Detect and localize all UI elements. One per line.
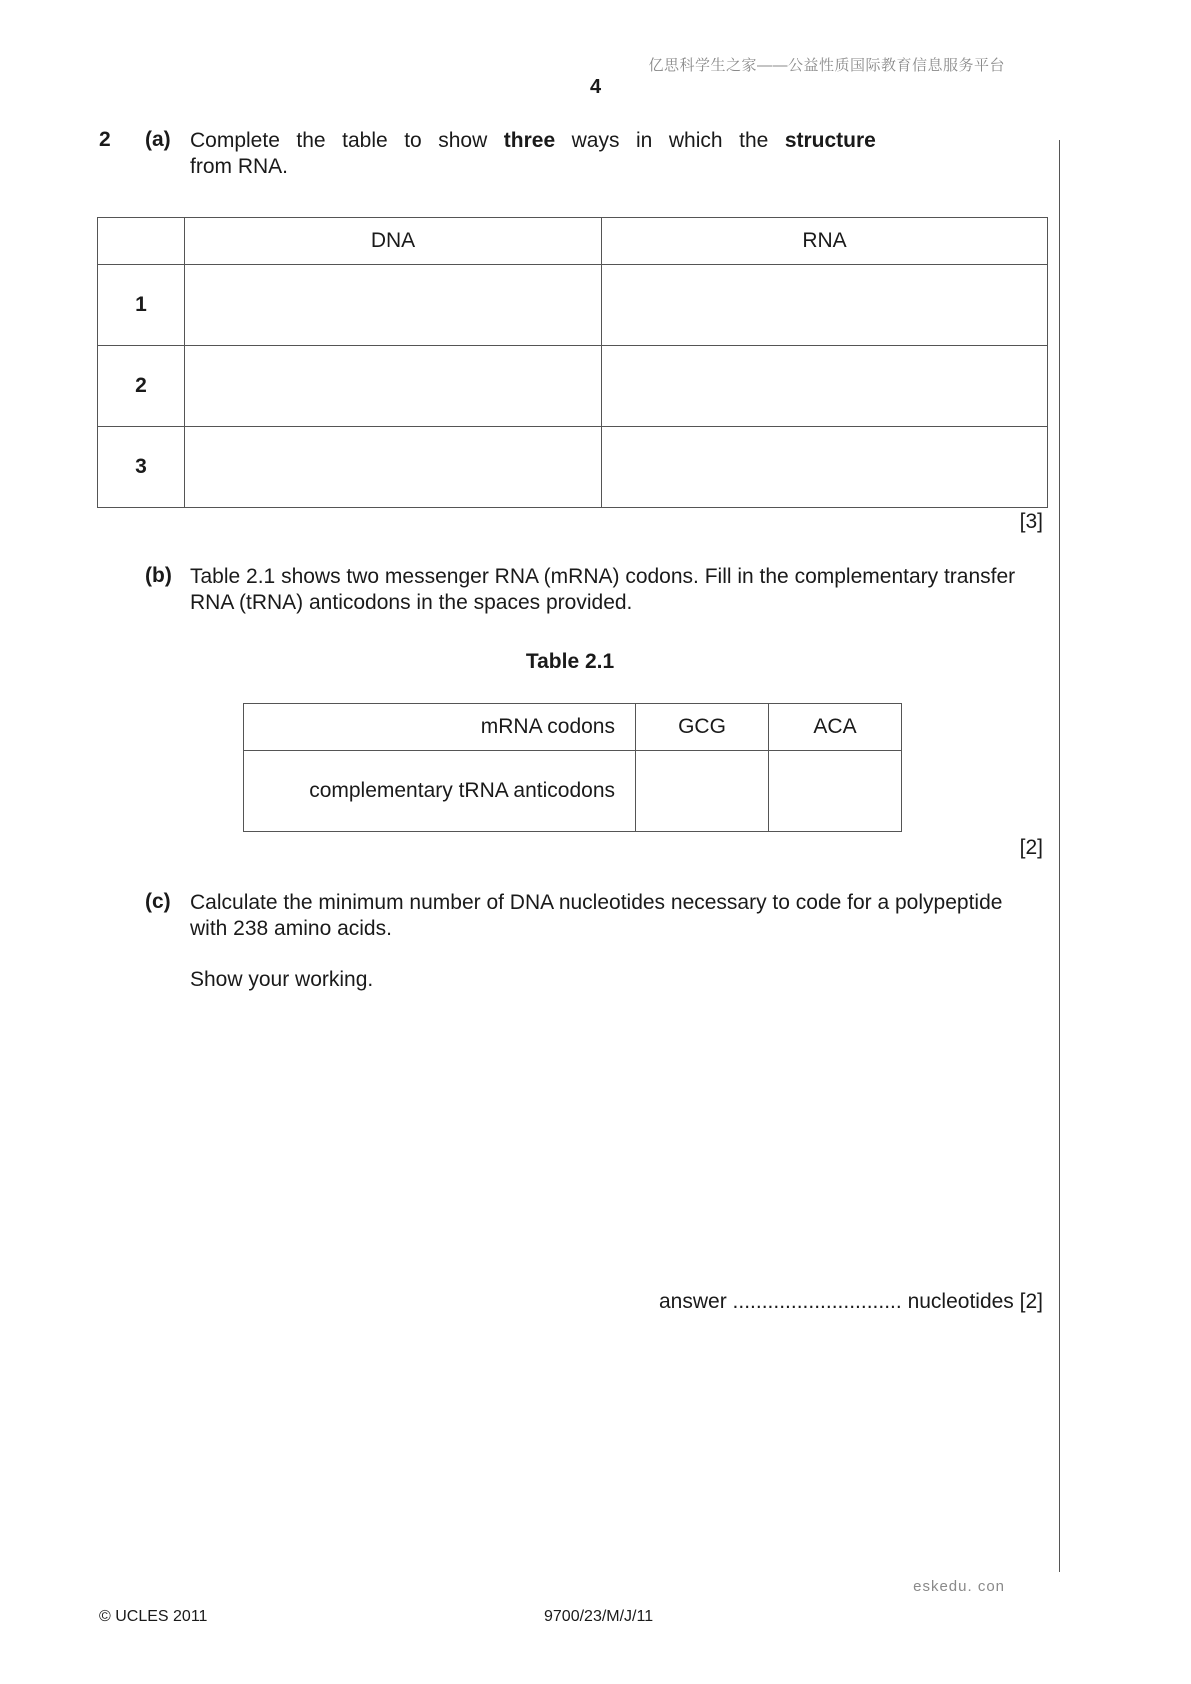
part-a-line1 — [190, 128, 876, 154]
row-number: 3 — [98, 427, 185, 508]
table-header-row — [98, 218, 1048, 265]
margin-line — [1059, 140, 1060, 1572]
part-b-label: (b) — [145, 564, 172, 587]
watermark-top: 亿思科学生之家——公益性质国际教育信息服务平台 — [648, 57, 1005, 74]
codon-row-label: mRNA codons — [244, 704, 636, 751]
table-row — [98, 346, 1048, 427]
word: show — [438, 129, 488, 152]
word: Complete — [190, 129, 280, 152]
codon-cell: GCG — [636, 704, 769, 751]
anticodon-row-label: complementary tRNA anticodons — [244, 751, 636, 832]
table-caption: Table 2.1 — [525, 650, 615, 673]
part-c-label: (c) — [145, 890, 171, 913]
rna-answer-cell[interactable] — [602, 427, 1048, 508]
anticodon-row — [244, 751, 902, 832]
word-emphasis: structure — [784, 129, 876, 152]
answer-line[interactable]: answer ............................. nucleotides [2] — [659, 1290, 1043, 1313]
part-b-text: Table 2.1 shows two messenger RNA (mRNA) codons. Fill in the complementary transfer RNA (tRNA) anticodons in the spaces provided. — [190, 565, 1016, 614]
table-header-dna: DNA — [185, 218, 602, 265]
table-row — [98, 265, 1048, 346]
row-number: 1 — [98, 265, 185, 346]
part-a-label: (a) — [145, 128, 171, 151]
word: which — [668, 129, 723, 152]
word: the — [739, 129, 769, 152]
part-b-marks: [2] — [1019, 836, 1043, 859]
anticodon-answer-cell[interactable] — [636, 751, 769, 832]
table-header-empty — [98, 218, 185, 265]
rna-answer-cell[interactable] — [602, 265, 1048, 346]
table-header-rna: RNA — [602, 218, 1048, 265]
structure-comparison-table — [97, 217, 1048, 508]
table-row — [98, 427, 1048, 508]
dna-answer-cell[interactable] — [185, 427, 602, 508]
word-emphasis: three — [503, 129, 556, 152]
dna-answer-cell[interactable] — [185, 265, 602, 346]
codon-table — [243, 703, 902, 832]
word: table — [342, 129, 388, 152]
part-a-line2: from RNA. — [190, 155, 289, 178]
rna-answer-cell[interactable] — [602, 346, 1048, 427]
codon-cell: ACA — [769, 704, 902, 751]
part-a-marks: [3] — [1019, 510, 1043, 533]
page-number: 4 — [589, 76, 602, 98]
word: in — [636, 129, 653, 152]
word: ways — [571, 129, 620, 152]
watermark-bottom: eskedu. con — [913, 1578, 1005, 1595]
part-a-text — [190, 128, 876, 180]
anticodon-answer-cell[interactable] — [769, 751, 902, 832]
dna-answer-cell[interactable] — [185, 346, 602, 427]
part-c-text: Calculate the minimum number of DNA nucleotides necessary to code for a polypeptide with 238 amino acids. — [190, 891, 1003, 940]
show-working-text: Show your working. — [190, 968, 374, 991]
codon-row — [244, 704, 902, 751]
question-number: 2 — [99, 128, 111, 151]
row-number: 2 — [98, 346, 185, 427]
footer-paper-code: 9700/23/M/J/11 — [544, 1608, 654, 1625]
word: to — [404, 129, 422, 152]
word: the — [296, 129, 326, 152]
footer-copyright: © UCLES 2011 — [99, 1608, 208, 1625]
